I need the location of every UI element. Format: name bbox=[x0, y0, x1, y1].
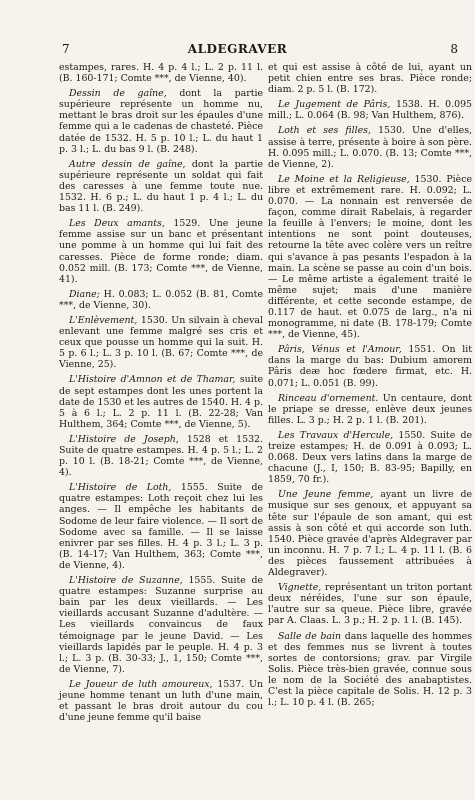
right-column bbox=[268, 62, 472, 712]
entry-title: Loth et ses filles, bbox=[278, 125, 371, 137]
catalog-entry bbox=[268, 631, 472, 709]
entry-title: Rinceau d'ornement. bbox=[278, 392, 379, 404]
entry-title: Vignette, bbox=[278, 582, 322, 594]
catalog-entry bbox=[59, 575, 263, 675]
left-column bbox=[59, 62, 263, 727]
catalog-entry bbox=[268, 430, 472, 485]
catalog-entry bbox=[59, 159, 263, 214]
entry-text: 1537. Un jeune homme tenant un luth d'une main, et passant le bras droit autour du cou d'une jeune femme qu'il baise bbox=[59, 678, 263, 724]
catalog-entry bbox=[59, 62, 263, 84]
entry-title: Le Joueur de luth amoureux, bbox=[69, 678, 213, 690]
entry-text: dont la partie supérieure représente un homme nu, mettant le bras droit sur les épaules d'une femme qui a le cadenas de chasteté. Pièce datée de 1532. H. 5 p. 10 l.; L. du haut 1 p. 3 l.; L. du bas 9 l. (B. 248). bbox=[59, 88, 264, 155]
catalog-entry bbox=[268, 62, 472, 95]
entry-text: dont la partie supérieure représente un soldat qui fait des caresses à une femme toute nue. 1532. H. 6 p.; L. du haut 1 p. 4 l.; L. du bas 11 l. (B. 249). bbox=[59, 158, 263, 215]
running-header bbox=[0, 0, 475, 60]
entry-title: Les Travaux d'Hercule, bbox=[278, 429, 394, 441]
entry-title: L'Histoire d'Amnon et de Thamar, bbox=[69, 374, 236, 386]
entry-title: Le Jugement de Pâris, bbox=[278, 99, 391, 111]
entry-text: 1555. Suite de quatre estampes: Suzanne surprise au bain par les deux vieillards. — Les vieillards accusant Suzanne d'adultère. — Les vieillards convaincus de faux témoignage par le jeune David. — Les vieillards lapidés par le peuple. H. 4 p. 3 l.; L. 3 p. (B. 30-33; J., 1, 150; Comte ***, de Vienne, 7). bbox=[59, 575, 263, 675]
entry-text: 1528 et 1532. Suite de quatre estampes. H. 4 p. 5 l.; L. 2 p. 10 l. (B. 18-21; Comte ***, de Vienne, 4). bbox=[59, 433, 263, 479]
catalog-entry bbox=[59, 315, 263, 370]
entry-text: représentant un triton portant deux néréides, l'une sur son épaule, l'autre sur sa queue. Pièce libre, gravée par A. Claas. L. 3 p.; H. 2 p. 1 l. (B. 145). bbox=[268, 582, 472, 627]
catalog-entry bbox=[59, 88, 263, 155]
entry-text: suite de sept estampes dont les unes portent la date de 1530 et les autres de 1540. H. 4 p. 5 à 6 l.; L. 2 p. 11 l. (B. 22-28; Van Hulthem, 364; Comte ***, de Vienne, 5). bbox=[59, 374, 264, 430]
catalog-entry bbox=[59, 679, 263, 723]
entry-text: 1530. Une d'elles, assise à terre, présente à boire à son père. H. 0.095 mill.; L. 0.070. (B. 13; Comte ***, de Vienne, 2). bbox=[268, 125, 472, 170]
entry-title: Salle de bain bbox=[278, 630, 342, 642]
entry-text: 1555. Suite de quatre estampes: Loth reçoit chez lui les anges. — Il empêche les habitants de Sodome de leur faire violence. — Il sort de Sodome avec sa famille. — Il se laisse enivrer par ses filles. H. 4 p. 3 l.; L. 3 p. (B. 14-17; Van Hulthem, 363; Comte ***, de Vienne, 4). bbox=[59, 482, 263, 571]
catalog-entry bbox=[59, 289, 263, 311]
catalog-entry bbox=[268, 489, 472, 578]
entry-text: ayant un livre de musique sur ses genoux, et appuyant sa tête sur l'épaule de son amant, qui est assis à son côté et qui accorde son luth. 1540. Pièce gravée d'après Aldegraver par un inconnu. H. 7 p. 7 l.; L. 4 p. 11 l. (B. 6 des pièces faussement attribuées à Aldegraver). bbox=[268, 489, 473, 579]
entry-text: H. 0.083; L. 0.052 (B. 81, Comte ***, de Vienne, 30). bbox=[59, 288, 264, 311]
entry-title: L'Histoire de Suzanne, bbox=[69, 575, 183, 587]
catalog-entry bbox=[268, 99, 472, 121]
entry-text: et qui est assise à côté de lui, ayant un petit chien entre ses bras. Pièce ronde; diam. 2 p. 5 l. (B. 172). bbox=[268, 62, 472, 96]
entry-text: estampes, rares. H. 4 p. 4 l.; L. 2 p. 11 l. (B. 160-171; Comte ***, de Vienne, 40). bbox=[59, 62, 263, 85]
catalog-entry bbox=[268, 393, 472, 426]
entry-title: L'Histoire de Joseph, bbox=[69, 433, 179, 445]
entry-title: L'Histoire de Loth, bbox=[69, 482, 172, 494]
catalog-entry bbox=[268, 125, 472, 169]
catalog-entry bbox=[268, 582, 472, 626]
entry-title: Diane; bbox=[69, 288, 100, 300]
entry-text: 1530. Pièce libre et extrêmement rare. H. 0.092; L. 0.070. — La nonnain est renversée de façon, comme dirait Rabelais, à regarder la feuille à l'envers; le moine, dont les intentions ne sont point douteuses, retourne la tête avec colère vers un reître qui s'avance à pas pesants l'espadon à la main. La scène se passe au coin d'un bois. — Le même artiste a également traité le même sujet; mais d'une manière différente, et cette seconde estampe, de 0.117 de haut. et 0.075 de larg., n'a ni monogramme, ni date (B. 178-179; Comte ***, de Vienne, 45). bbox=[268, 173, 472, 341]
entry-text: Un centaure, dont le priape se dresse, enlève deux jeunes filles. L. 3 p.; H. 2 p. 1 l. (B. 201). bbox=[268, 392, 473, 426]
catalog-entry bbox=[268, 174, 472, 340]
entry-text: 1530. Un silvain à cheval enlevant une femme malgré ses cris et ceux que pousse un homme qui la suit. H. 5 p. 6 l.; L. 3 p. 10 l. (B. 67; Comte ***, de Vienne, 25). bbox=[59, 314, 263, 371]
entry-title: Les Deux amants, bbox=[69, 218, 165, 230]
entry-title: Dessin de gaîne, bbox=[69, 88, 167, 100]
entry-text: 1551. On lit dans la marge du bas: Dubium amorem Pâris deæ hoc fœdere firmat, etc. H. 0.071; L. 0.051 (B. 99). bbox=[268, 344, 472, 389]
entry-title: Pâris, Vénus et l'Amour, bbox=[278, 344, 402, 356]
catalog-entry bbox=[59, 374, 263, 429]
entry-text: 1550. Suite de treize estampes; H. de 0.091 à 0.093; L. 0.068. Deux vers latins dans la marge de chacune (J., I, 150; B. 83-95; Bapilly, en 1859, 70 fr.). bbox=[268, 429, 473, 486]
entry-text: 1538. H. 0.095 mill.; L. 0.064 (B. 98; Van Hulthem, 876). bbox=[268, 99, 472, 122]
page-number-left: 7 bbox=[62, 42, 70, 56]
catalog-entry bbox=[59, 482, 263, 571]
running-title: ALDEGRAVER bbox=[187, 42, 288, 56]
entry-title: Autre dessin de gaîne, bbox=[69, 158, 186, 170]
page-number-right: 8 bbox=[450, 42, 458, 56]
entry-title: Une Jeune femme, bbox=[278, 489, 374, 501]
catalog-entry bbox=[59, 218, 263, 285]
entry-title: Le Moine et la Religieuse, bbox=[278, 173, 410, 185]
catalog-entry bbox=[268, 344, 472, 388]
entry-text: dans laquelle des hommes et des femmes nus se livrent à toutes sortes de contorsions; grav. par Virgile Solis. Pièce très-bien gravée, connue sous le nom de la Société des anabaptistes. C'est la pièce capitale de Solis. H. 12 p. 3 l.; L. 10 p. 4 l. (B. 265; bbox=[268, 630, 472, 709]
entry-title: L'Enlèvement, bbox=[69, 314, 138, 326]
entry-text: 1529. Une jeune femme assise sur un banc et présentant une pomme à un homme qui lui fait des caresses. Pièce de forme ronde; diam. 0.052 mill. (B. 173; Comte ***, de Vienne, 41). bbox=[59, 218, 263, 285]
catalog-entry bbox=[59, 434, 263, 478]
